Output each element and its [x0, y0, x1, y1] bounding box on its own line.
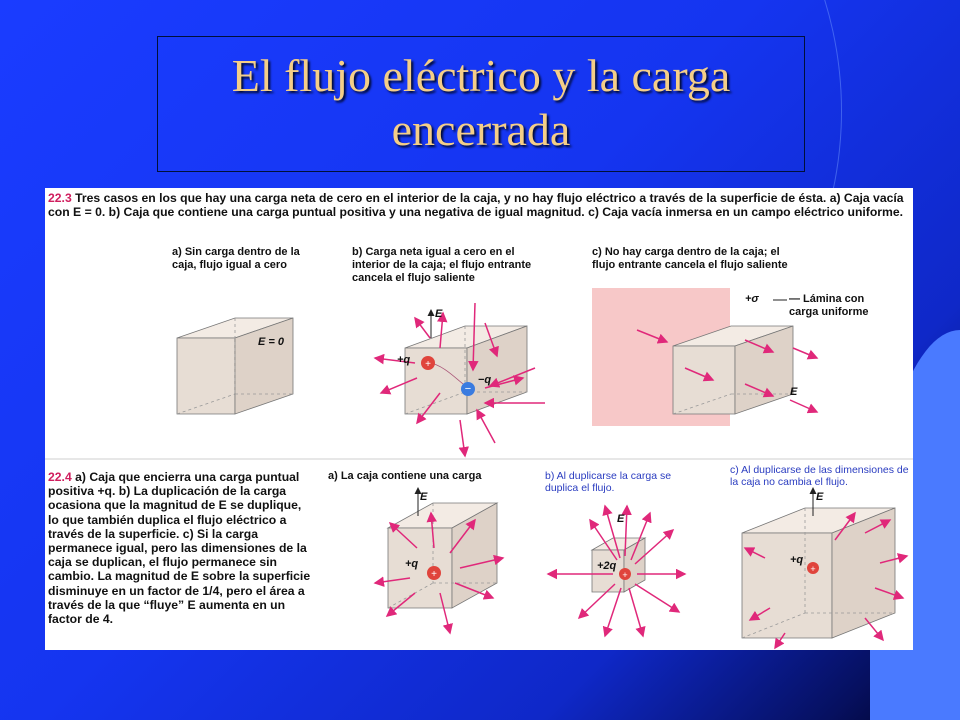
figure-22-3-number: 22.3: [48, 191, 72, 205]
box-dipole: [405, 326, 527, 414]
svg-text:+: +: [810, 564, 816, 574]
label-plus-2q-4b: +2q: [597, 560, 617, 572]
title-box: [157, 36, 805, 172]
figure-panel: [45, 188, 913, 650]
box-charge-c: [742, 508, 895, 638]
figure-22-3-caption-text: Tres casos en los que hay una carga neta de cero en el interior de la caja, y no hay flujo eléctrico a través de la superficie de ésta. a) Caja vacía con E = 0. b) Caja que contiene una carga puntual positiva y una negativa de igual magnitud. c) Caja vacía inmersa en un campo eléctrico uniforme.: [48, 191, 904, 219]
figure-22-3-panel-a-label: a) Sin carga dentro de la caja, flujo igual a cero: [172, 246, 300, 271]
slide-title: El flujo eléctrico y la carga encerrada: [231, 50, 731, 155]
label-e-4c: E: [816, 491, 824, 503]
figure-22-4-panel-c-label: c) Al duplicarse de las dimensiones de la caja no cambia el flujo.: [730, 464, 909, 488]
label-e-4b: E: [617, 513, 625, 525]
figure-22-3-panel-c-label: c) No hay carga dentro de la caja; el flujo entrante cancela el flujo saliente: [592, 246, 788, 271]
figure-22-4-panel-b-label: b) Al duplicarse la carga se duplica el flujo.: [545, 470, 672, 494]
label-plus-q-4a: +q: [405, 558, 419, 570]
label-minus-q-b: −q: [478, 374, 492, 386]
box-charge-a: [388, 503, 497, 608]
box-empty: [177, 318, 293, 414]
svg-text:−: −: [464, 383, 472, 395]
figure-22-3-panel-b-label: b) Carga neta igual a cero en el interior de la caja; el flujo entrante cancela el flujo saliente: [352, 246, 532, 284]
label-plus-q-4c: +q: [790, 554, 804, 566]
label-plus-sigma: +σ: [745, 293, 759, 305]
svg-text:+: +: [425, 359, 431, 370]
svg-text:+: +: [431, 569, 437, 580]
label-e-4a: E: [420, 491, 428, 503]
label-e-c: E: [790, 386, 798, 398]
figure-22-4-panel-a-label: a) La caja contiene una carga: [328, 470, 482, 482]
label-e-b: E: [435, 308, 443, 320]
section-divider: [45, 458, 913, 460]
figure-22-4-description: [48, 470, 312, 626]
figure-22-4-number: 22.4: [48, 470, 72, 484]
figure-22-4-description-text: a) Caja que encierra una carga puntual positiva +q. b) La duplicación de la carga ocasiona que la magnitud de E se duplique, lo que también duplica el flujo eléctrico a través de la superficie. c) Si la carga permanece igual, pero las dimensiones de la caja se duplican, el flujo permanece sin cambio. La magnitud de E sobre la superficie disminuye en un factor de 1/4, pero el área a través de la que “fluye” E aumenta en un factor de 4.: [48, 470, 311, 627]
label-plus-q-b: +q: [397, 354, 411, 366]
label-e-zero: E = 0: [258, 336, 284, 348]
svg-text:+: +: [622, 570, 628, 580]
label-sheet: — Lámina con carga uniforme: [789, 293, 869, 318]
